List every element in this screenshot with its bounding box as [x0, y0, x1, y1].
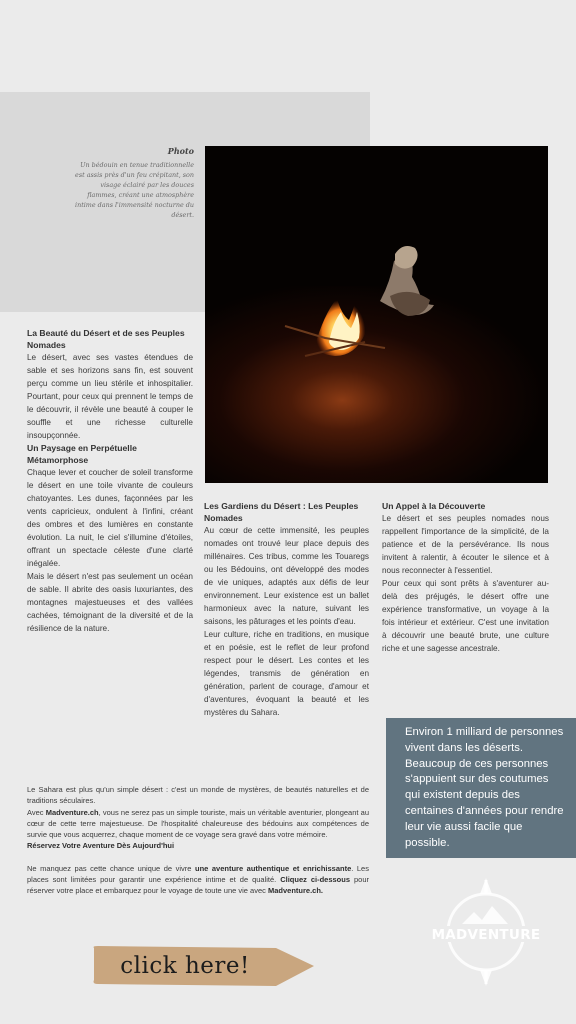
- bottom-text: [27, 784, 369, 897]
- intro-paragraph: Le Sahara est plus qu'un simple désert : c'est un monde de mystères, de beautés naturelles et de traditions séculaires.: [27, 785, 369, 806]
- photo-caption: Un bédouin en tenue traditionnelle est assis près d'un feu crépitant, son visage éclairé par les douces flammes, créant une atmosphère intime dans l'immensité nocturne du désert.: [75, 161, 194, 219]
- paragraph: Pour ceux qui sont prêts à s'aventurer au-delà des préjugés, le désert offre une expérience transformative, un voyage à la fois intérieur et extérieur. C'est une invitation à découvrir une beauté brute, une culture riche et une sagesse ancestrale.: [382, 579, 549, 653]
- bold-span: une aventure authentique et enrichissante: [194, 863, 352, 873]
- heading-call-to-discovery: Un Appel à la Découverte: [382, 501, 486, 511]
- text-span: pour réserver votre place et embarquez pour le voyage de toute une vie avec: [27, 875, 369, 896]
- text-span: , vous ne serez pas un simple touriste, mais un véritable aventurier, plongeant au cœur de cette terre majestueuse. De l'hospitalité chaleureuse des bédouins aux compétences de survie que vous acquerrez, chaque moment de ce voyage sera gravé dans votre mémoire.: [27, 807, 369, 840]
- column-3: [382, 500, 549, 655]
- paragraph: Chaque lever et coucher de soleil transforme le désert en une toile vivante de couleurs chatoyantes. Les dunes, façonnées par les vents capricieux, ondulent à l'infini, créant des ombres et des lumières en constante évolution. La nuit, le ciel s'illumine d'étoiles, offrant un spectacle céleste d'une clarté inégalée.: [27, 468, 193, 568]
- paragraph: Au cœur de cette immensité, les peuples nomades ont trouvé leur place depuis des millénaires. Ces tribus, comme les Touaregs ou les Bédouins, ont développé des modes de vie uniques, adaptés aux défis de leur environnement. Leur existence est un ballet harmonieux avec la nature, suivant les saisons, les pâturages et les points d'eau.: [204, 526, 369, 626]
- photo-label: Photo: [167, 146, 194, 156]
- reserve-heading-text: Réservez Votre Aventure Dès Aujourd'hui: [27, 841, 175, 851]
- paragraph: Leur culture, riche en traditions, en musique et en poésie, est le reflet de leur profond respect pour le désert. Les contes et les légendes, transmis de génération en génération, parlent de courage, d'amour et d'aventures, évoquant la beauté et les mystères du Sahara.: [204, 630, 369, 717]
- column-2: [204, 500, 369, 719]
- madventure-logo: [416, 876, 556, 988]
- click-here-button[interactable]: [90, 944, 280, 988]
- click-here-label[interactable]: click here!: [120, 953, 250, 979]
- brand-name: Madventure.ch.: [267, 886, 323, 896]
- heading-guardians: Les Gardiens du Désert : Les Peuples Nomades: [204, 501, 359, 523]
- cta-paragraph: [27, 863, 369, 897]
- reserve-heading: [27, 840, 369, 851]
- fact-note-text: Environ 1 milliard de personnes vivent dans les déserts. Beaucoup de ces personnes s'appuient sur des coutumes qui existent depuis des centaines d'années pour rendre leur vie aussi facile que possible.: [405, 726, 564, 849]
- logo-text: MADVENTURE: [431, 927, 541, 943]
- paragraph: Mais le désert n'est pas seulement un océan de sable. Il abrite des oasis luxuriantes, des montagnes majestueuses et des vallées cachées, témoignant de la diversité et de la résilience de la nature.: [27, 572, 193, 633]
- bedouin-fire-photo: [205, 146, 548, 483]
- brand-name: Madventure.ch: [45, 807, 99, 817]
- text-span: . Les places sont limitées pour garantir une expérience intime et de qualité.: [27, 863, 369, 885]
- compass-logo-icon: [416, 876, 556, 988]
- fact-note-box: [386, 718, 576, 858]
- text-span: Ne manquez pas cette chance unique de vivre: [27, 863, 195, 873]
- text-span: Avec: [27, 807, 46, 817]
- column-1: [27, 327, 193, 635]
- heading-desert-beauty: La Beauté du Désert et de ses Peuples Nomades: [27, 328, 185, 350]
- click-below-text: Cliquez ci-dessous: [280, 875, 351, 885]
- heading-landscape: Un Paysage en Perpétuelle Métamorphose: [27, 443, 137, 465]
- paragraph: Le désert, avec ses vastes étendues de sable et ses horizons sans fin, est souvent perçu comme un lieu stérile et inhospitalier. Pourtant, pour ceux qui prennent le temps de le découvrir, il révèle une beauté à couper le souffle et une richesse culturelle insoupçonnée.: [27, 353, 193, 440]
- brand-paragraph: [27, 807, 369, 841]
- paragraph: Le désert et ses peuples nomades nous rappellent l'importance de la simplicité, de la patience et de la persévérance. Ils nous invitent à ralentir, à écouter le silence et à nous reconnecter à l'essentiel.: [382, 514, 549, 575]
